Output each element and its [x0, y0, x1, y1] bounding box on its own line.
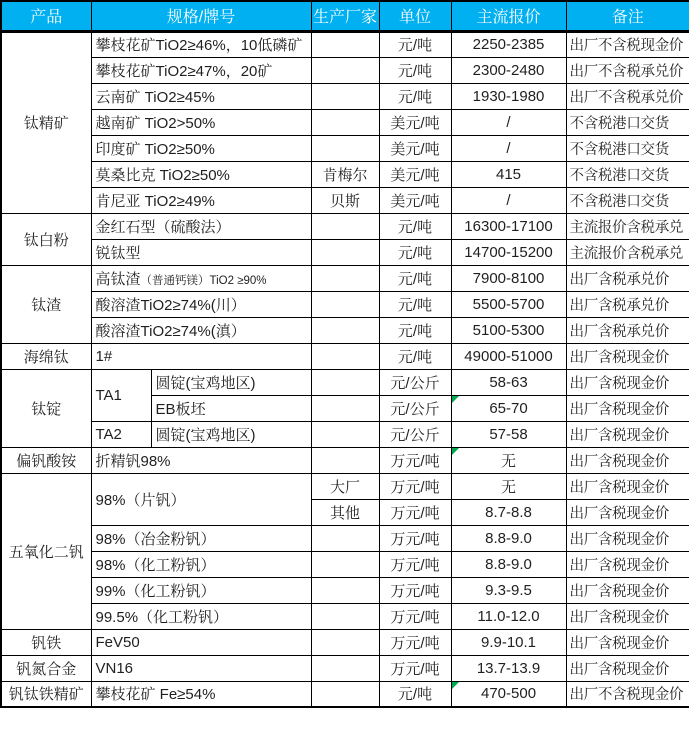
maker-cell [311, 83, 379, 109]
price-cell: 7900-8100 [451, 265, 566, 291]
unit-cell: 元/吨 [379, 291, 451, 317]
spec-cell: 98%（冶金粉钒） [91, 525, 311, 551]
table-row [1, 551, 689, 577]
table-row [1, 187, 689, 213]
price-cell [451, 681, 566, 707]
product-cell: 钛锭 [1, 369, 91, 447]
table-row [1, 317, 689, 343]
price-cell: / [451, 109, 566, 135]
unit-cell: 万元/吨 [379, 499, 451, 525]
unit-cell: 元/吨 [379, 213, 451, 239]
unit-cell: 美元/吨 [379, 135, 451, 161]
price-cell [451, 447, 566, 473]
maker-cell [311, 395, 379, 421]
spec-cell: 肯尼亚 TiO2≥49% [91, 187, 311, 213]
note-cell: 出厂不含税承兑价 [566, 57, 689, 83]
spec-cell: 金红石型（硫酸法） [91, 213, 311, 239]
grade-cell: TA1 [91, 369, 151, 421]
price-text: 65-70 [489, 399, 528, 417]
table-row [1, 473, 689, 499]
price-cell: 58-63 [451, 369, 566, 395]
maker-cell [311, 655, 379, 681]
maker-cell [311, 31, 379, 57]
product-cell: 钛精矿 [1, 31, 91, 213]
table-row [1, 109, 689, 135]
table-row [1, 161, 689, 187]
spec-cell: 莫桑比克 TiO2≥50% [91, 161, 311, 187]
note-cell: 出厂不含税现金价 [566, 681, 689, 707]
table-row [1, 577, 689, 603]
spec-cell: 1# [91, 343, 311, 369]
unit-cell: 元/吨 [379, 57, 451, 83]
price-text: 无 [501, 452, 517, 470]
maker-cell [311, 577, 379, 603]
maker-cell [311, 317, 379, 343]
note-cell: 出厂含税现金价 [566, 629, 689, 655]
price-cell: 8.8-9.0 [451, 551, 566, 577]
note-cell: 出厂含税现金价 [566, 525, 689, 551]
product-cell: 钒钛铁精矿 [1, 681, 91, 707]
note-cell: 出厂不含税承兑价 [566, 83, 689, 109]
price-cell: 415 [451, 161, 566, 187]
price-cell: 57-58 [451, 421, 566, 447]
note-cell: 出厂不含税现金价 [566, 31, 689, 57]
column-header-unit: 单位 [379, 1, 451, 31]
unit-cell: 元/吨 [379, 681, 451, 707]
product-cell: 钛白粉 [1, 213, 91, 265]
spec-cell: FeV50 [91, 629, 311, 655]
grade-cell: TA2 [91, 421, 151, 447]
maker-cell [311, 681, 379, 707]
spec-cell: 99.5%（化工粉钒） [91, 603, 311, 629]
note-cell: 出厂含税现金价 [566, 369, 689, 395]
table-row [1, 343, 689, 369]
price-cell: 5500-5700 [451, 291, 566, 317]
table-row [1, 31, 689, 57]
table-row [1, 83, 689, 109]
unit-cell: 万元/吨 [379, 629, 451, 655]
note-cell: 出厂含税现金价 [566, 473, 689, 499]
spec-cell: 酸溶渣TiO2≥74%(川） [91, 291, 311, 317]
spec-cell: 云南矿 TiO2≥45% [91, 83, 311, 109]
note-cell: 出厂含税现金价 [566, 655, 689, 681]
maker-cell [311, 551, 379, 577]
maker-cell [311, 109, 379, 135]
unit-cell: 元/吨 [379, 343, 451, 369]
spec-cell: 酸溶渣TiO2≥74%(滇） [91, 317, 311, 343]
maker-cell [311, 369, 379, 395]
note-cell: 主流报价含税承兑 [566, 213, 689, 239]
column-header-product: 产品 [1, 1, 91, 31]
note-cell: 出厂含税承兑价 [566, 265, 689, 291]
table-row [1, 629, 689, 655]
price-text: 470-500 [480, 685, 537, 703]
unit-cell: 美元/吨 [379, 109, 451, 135]
spec-cell: EB板坯 [151, 395, 311, 421]
unit-cell: 元/吨 [379, 239, 451, 265]
price-cell: 5100-5300 [451, 317, 566, 343]
table-row [1, 447, 689, 473]
maker-cell: 大厂 [311, 473, 379, 499]
spec-cell: 攀枝花矿TiO2≥47%，20矿 [91, 57, 311, 83]
price-cell [451, 395, 566, 421]
unit-cell: 万元/吨 [379, 655, 451, 681]
spec-cell: 99%（化工粉钒） [91, 577, 311, 603]
table-row [1, 135, 689, 161]
note-cell: 出厂含税承兑价 [566, 291, 689, 317]
table-row [1, 57, 689, 83]
note-cell: 出厂含税现金价 [566, 603, 689, 629]
maker-cell [311, 447, 379, 473]
maker-cell [311, 291, 379, 317]
unit-cell: 美元/吨 [379, 161, 451, 187]
unit-cell: 万元/吨 [379, 447, 451, 473]
table-row [1, 265, 689, 291]
maker-cell [311, 343, 379, 369]
price-cell: 8.8-9.0 [451, 525, 566, 551]
error-indicator-icon [452, 682, 459, 689]
spec-cell [91, 265, 311, 291]
maker-cell [311, 213, 379, 239]
maker-cell [311, 265, 379, 291]
price-cell: 16300-17100 [451, 213, 566, 239]
price-cell: 无 [451, 473, 566, 499]
column-header-maker: 生产厂家 [311, 1, 379, 31]
product-cell: 钒氮合金 [1, 655, 91, 681]
maker-cell [311, 57, 379, 83]
spec-cell: 印度矿 TiO2≥50% [91, 135, 311, 161]
spec-cell: 折精钒98% [91, 447, 311, 473]
price-cell: 14700-15200 [451, 239, 566, 265]
unit-cell: 元/吨 [379, 265, 451, 291]
price-cell: 2300-2480 [451, 57, 566, 83]
price-cell: 11.0-12.0 [451, 603, 566, 629]
unit-cell: 万元/吨 [379, 577, 451, 603]
maker-cell [311, 629, 379, 655]
note-cell: 出厂含税承兑价 [566, 317, 689, 343]
unit-cell: 美元/吨 [379, 187, 451, 213]
maker-cell [311, 525, 379, 551]
column-header-price: 主流报价 [451, 1, 566, 31]
note-cell: 主流报价含税承兑 [566, 239, 689, 265]
table-row [1, 603, 689, 629]
table-row [1, 291, 689, 317]
maker-cell: 贝斯 [311, 187, 379, 213]
table-row [1, 525, 689, 551]
price-cell: / [451, 135, 566, 161]
spec-cell: 攀枝花矿TiO2≥46%，10低磷矿 [91, 31, 311, 57]
unit-cell: 元/公斤 [379, 395, 451, 421]
note-cell: 不含税港口交货 [566, 187, 689, 213]
maker-cell [311, 239, 379, 265]
price-cell: 13.7-13.9 [451, 655, 566, 681]
price-cell: 9.9-10.1 [451, 629, 566, 655]
price-cell: 9.3-9.5 [451, 577, 566, 603]
note-cell: 出厂含税现金价 [566, 577, 689, 603]
note-cell: 出厂含税现金价 [566, 395, 689, 421]
note-cell: 出厂含税现金价 [566, 447, 689, 473]
maker-cell [311, 603, 379, 629]
column-header-spec: 规格/牌号 [91, 1, 311, 31]
column-header-note: 备注 [566, 1, 689, 31]
unit-cell: 元/吨 [379, 31, 451, 57]
spec-cell: 攀枝花矿 Fe≥54% [91, 681, 311, 707]
table-row [1, 421, 689, 447]
price-cell: 49000-51000 [451, 343, 566, 369]
note-cell: 不含税港口交货 [566, 135, 689, 161]
spec-cell: 锐钛型 [91, 239, 311, 265]
note-cell: 出厂含税现金价 [566, 343, 689, 369]
maker-cell: 肯梅尔 [311, 161, 379, 187]
product-cell: 钒铁 [1, 629, 91, 655]
unit-cell: 元/公斤 [379, 369, 451, 395]
table-row [1, 239, 689, 265]
spec-cell: 圆锭(宝鸡地区) [151, 369, 311, 395]
price-cell: / [451, 187, 566, 213]
note-cell: 不含税港口交货 [566, 161, 689, 187]
spec-cell: 98%（化工粉钒） [91, 551, 311, 577]
spec-subtext: （普通钙镁）TiO2 ≥90% [140, 274, 267, 287]
table-row [1, 369, 689, 395]
price-cell: 2250-2385 [451, 31, 566, 57]
maker-cell [311, 135, 379, 161]
product-cell: 海绵钛 [1, 343, 91, 369]
price-cell: 8.7-8.8 [451, 499, 566, 525]
error-indicator-icon [452, 448, 459, 455]
table-row [1, 655, 689, 681]
header-row [1, 1, 689, 31]
maker-cell: 其他 [311, 499, 379, 525]
unit-cell: 元/吨 [379, 83, 451, 109]
product-cell: 五氧化二钒 [1, 473, 91, 629]
note-cell: 出厂含税现金价 [566, 551, 689, 577]
product-cell: 偏钒酸铵 [1, 447, 91, 473]
table-row [1, 681, 689, 707]
price-cell: 1930-1980 [451, 83, 566, 109]
unit-cell: 元/吨 [379, 317, 451, 343]
note-cell: 不含税港口交货 [566, 109, 689, 135]
spec-cell: 越南矿 TiO2>50% [91, 109, 311, 135]
spec-cell: 98%（片钒） [91, 473, 311, 525]
maker-cell [311, 421, 379, 447]
spec-cell: 圆锭(宝鸡地区) [151, 421, 311, 447]
table-row [1, 213, 689, 239]
unit-cell: 万元/吨 [379, 603, 451, 629]
note-cell: 出厂含税现金价 [566, 421, 689, 447]
product-cell: 钛渣 [1, 265, 91, 343]
spec-text: 高钛渣 [95, 270, 141, 288]
note-cell: 出厂含税现金价 [566, 499, 689, 525]
unit-cell: 万元/吨 [379, 473, 451, 499]
unit-cell: 万元/吨 [379, 525, 451, 551]
spec-cell: VN16 [91, 655, 311, 681]
unit-cell: 元/公斤 [379, 421, 451, 447]
error-indicator-icon [452, 396, 459, 403]
unit-cell: 万元/吨 [379, 551, 451, 577]
